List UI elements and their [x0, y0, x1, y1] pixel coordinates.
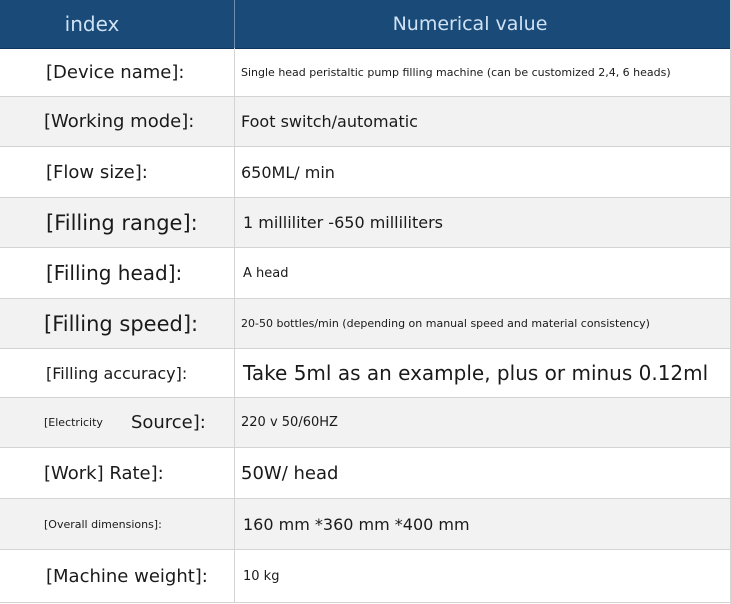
table-row	[0, 499, 731, 550]
header-index: index	[64, 12, 120, 36]
row-label: [Machine weight]:	[46, 565, 208, 587]
row-label: [Working mode]:	[44, 111, 195, 132]
column-divider	[234, 499, 235, 549]
row-value: 220 v 50/60HZ	[241, 415, 338, 430]
row-value: 20-50 bottles/min (depending on manual speed and material consistency)	[241, 317, 650, 330]
table-row	[0, 398, 731, 448]
row-label: [Filling speed]:	[44, 311, 199, 336]
column-divider	[234, 349, 235, 397]
row-label: [Filling range]:	[46, 210, 198, 235]
column-divider	[234, 448, 235, 498]
row-label	[44, 398, 206, 447]
table-row	[0, 550, 731, 603]
column-divider	[234, 550, 235, 602]
column-divider	[234, 97, 235, 146]
table-row	[0, 299, 731, 349]
column-divider	[234, 299, 235, 348]
row-label: [Filling accuracy]:	[46, 363, 188, 383]
row-value: A head	[243, 265, 289, 281]
row-value: Foot switch/automatic	[241, 112, 418, 131]
row-label: [Overall dimensions]:	[44, 517, 162, 531]
table-row	[0, 198, 731, 248]
row-label-part: [Electricity	[44, 416, 103, 429]
row-value: 1 milliliter -650 milliliters	[243, 213, 443, 232]
row-value: Single head peristaltic pump filling machine (can be customized 2,4, 6 heads)	[241, 65, 671, 79]
row-value: 10 kg	[243, 568, 280, 584]
row-value: 50W/ head	[241, 462, 339, 484]
column-divider	[234, 198, 235, 247]
column-divider	[234, 248, 235, 298]
row-value: 160 mm *360 mm *400 mm	[243, 514, 470, 534]
table-row	[0, 248, 731, 299]
row-label: [Flow size]:	[46, 161, 148, 183]
table-row	[0, 448, 731, 499]
column-divider	[234, 48, 235, 96]
table-header	[0, 0, 731, 49]
table-row	[0, 147, 731, 198]
row-label: [Device name]:	[46, 61, 185, 83]
table-row	[0, 48, 731, 97]
column-divider	[234, 398, 235, 447]
table-row	[0, 349, 731, 398]
row-value: Take 5ml as an example, plus or minus 0.12ml	[243, 361, 709, 385]
row-label-part: Source]:	[130, 412, 206, 433]
row-label: [Filling head]:	[46, 261, 183, 285]
row-value: 650ML/ min	[241, 162, 335, 182]
table-row	[0, 97, 731, 147]
header-numerical-value: Numerical value	[392, 13, 548, 35]
column-divider	[234, 147, 235, 197]
row-label: [Work] Rate]:	[44, 462, 164, 484]
